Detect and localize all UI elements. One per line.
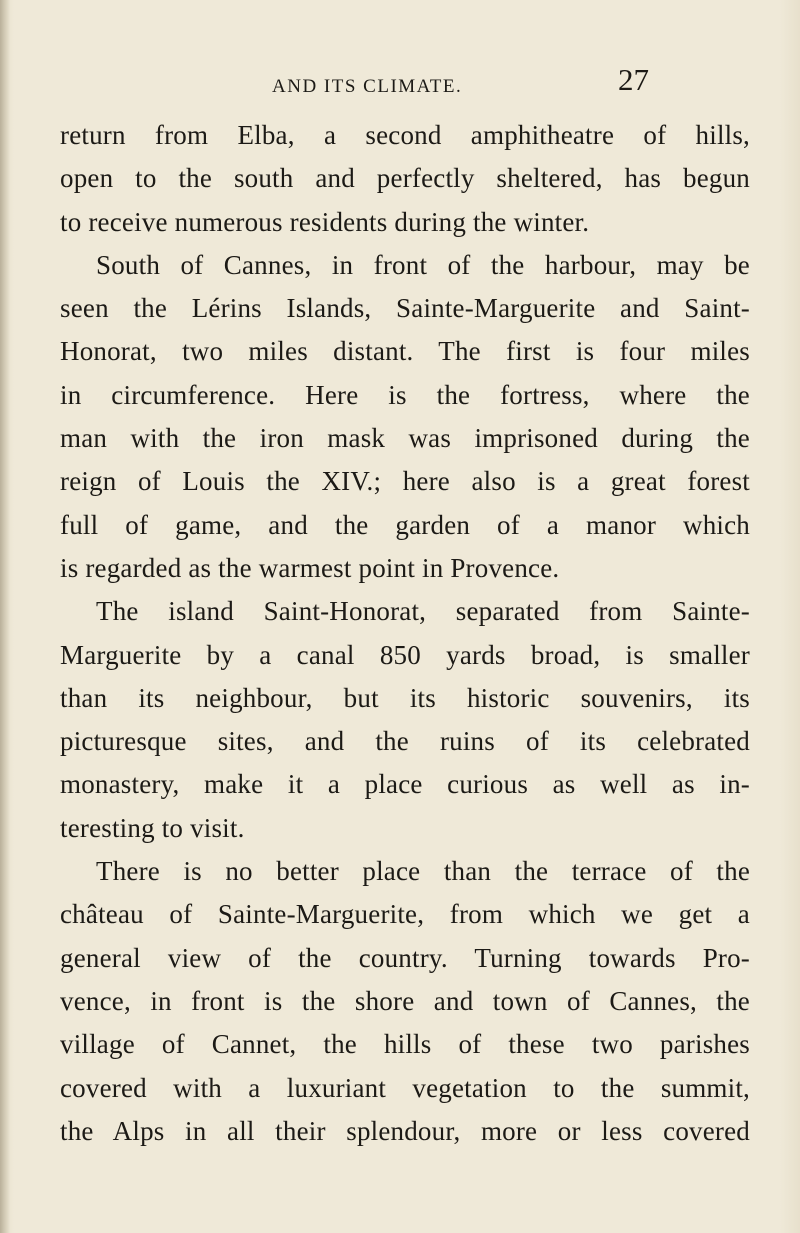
text-line: general view of the country. Turning towards Pro- [60,942,750,973]
text-line: man with the iron mask was imprisoned during the [60,423,750,454]
text-line: is regarded as the warmest point in Provence. [60,552,560,583]
text-line: seen the Lérins Islands, Sainte-Marguerite and Saint- [60,293,750,324]
text-line: reign of Louis the XIV.; here also is a great forest [60,466,750,497]
text-line: teresting to visit. [60,812,245,843]
binding-gutter [0,0,10,1233]
text-line: return from Elba, a second amphitheatre of hills, [60,120,750,150]
text-line: in circumference. Here is the fortress, where the [60,379,750,410]
text-line: Marguerite by a canal 850 yards broad, is smaller [60,639,750,670]
text-line: monastery, make it a place curious as well as in- [60,769,750,800]
text-line: Honorat, two miles distant. The first is four miles [60,336,750,367]
text-line: covered with a luxuriant vegetation to the summit, [60,1072,750,1103]
running-head [0,62,800,106]
text-line: village of Cannet, the hills of these two parishes [60,1029,750,1060]
text-line: full of game, and the garden of a manor which [60,509,750,540]
text-line: château of Sainte-Marguerite, from which we get a [60,899,750,930]
body-text [60,114,750,1153]
text-line: There is no better place than the terrace of the [96,856,750,887]
text-line: vence, in front is the shore and town of Cannes, the [60,985,750,1016]
text-line: picturesque sites, and the ruins of its celebrated [60,726,750,757]
text-line: the Alps in all their splendour, more or less covered [60,1115,750,1146]
page-number: 27 [618,62,649,97]
text-line: The island Saint-Honorat, separated from Sainte- [96,596,750,627]
text-line: to receive numerous residents during the winter. [60,206,590,237]
text-line: open to the south and perfectly sheltered, has begun [60,163,750,194]
text-line: than its neighbour, but its historic souvenirs, its [60,682,750,713]
running-title: AND ITS CLIMATE. [272,76,463,97]
text-line: South of Cannes, in front of the harbour, may be [96,249,750,280]
